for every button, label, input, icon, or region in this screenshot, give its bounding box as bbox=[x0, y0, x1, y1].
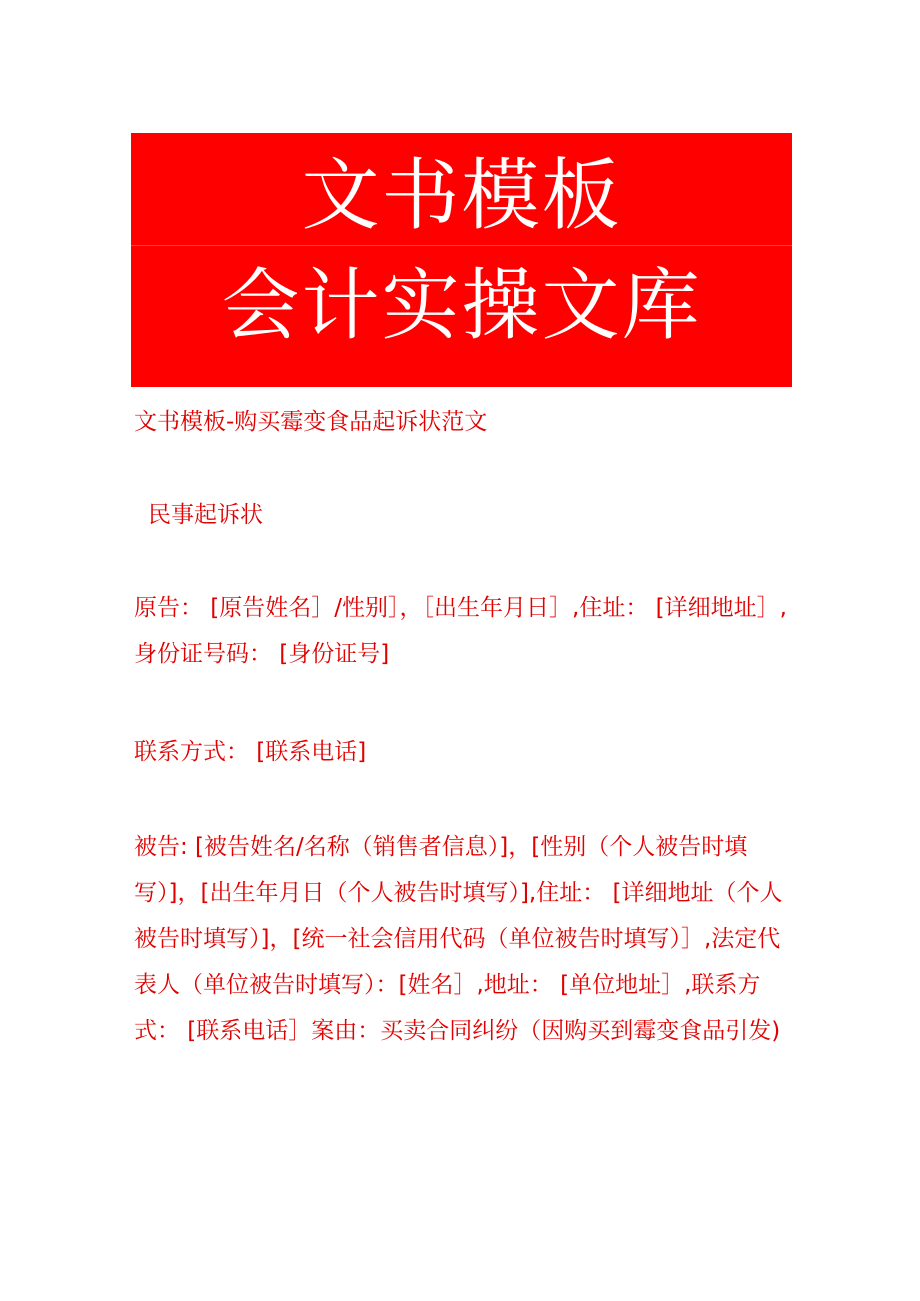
title-banner bbox=[131, 133, 792, 387]
contact-paragraph: 联系方式： [联系电话] bbox=[134, 739, 367, 765]
plaintiff-paragraph: 原告： [原告姓名］/性别］，［出生年月日］,住址： [详细地址］,身份证号码： [身份证号] bbox=[134, 595, 787, 667]
document-subtitle: 民事起诉状 bbox=[148, 502, 263, 528]
banner-title-line1: 文书模板 bbox=[301, 151, 622, 241]
defendant-paragraph: 被告: [被告姓名/名称（销售者信息）]，[性别（个人被告时填写）]，[出生年月日（个人被告时填写）],住址： [详细地址（个人被告时填写）]，[统一社会信用代码（单位被告时填写）］,法定代表人（单位被告时填写）：[姓名］,地址： [单位地址］,联系方式： [联系电话］案由：买卖合同纠纷（因购买到霉变食品引发) bbox=[134, 834, 783, 1044]
banner-title-line2: 会计实操文库 bbox=[221, 261, 702, 351]
banner-divider bbox=[131, 245, 792, 246]
document-title: 文书模板-购买霉变食品起诉状范文 bbox=[134, 409, 488, 435]
